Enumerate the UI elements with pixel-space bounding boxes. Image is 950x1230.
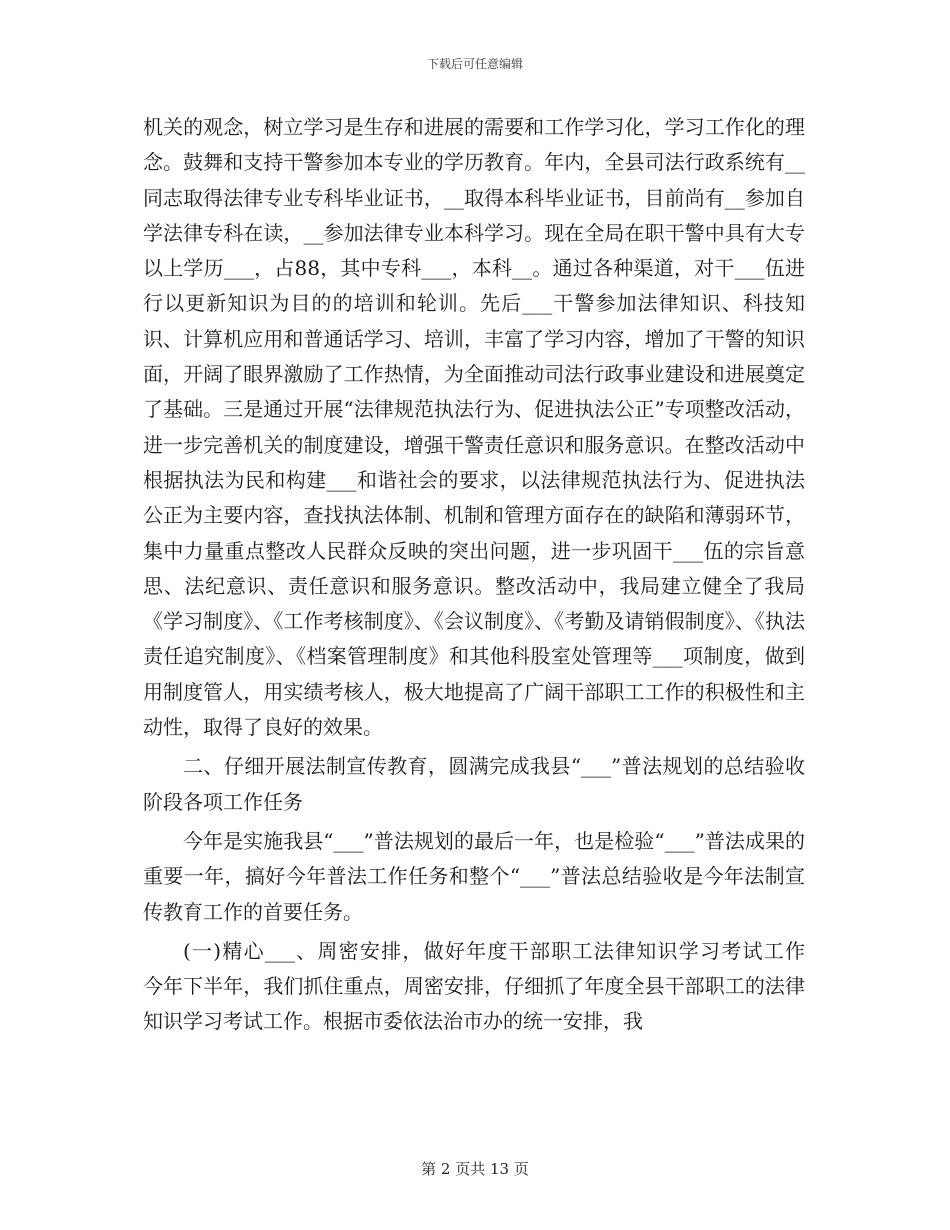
- page-header: 下载后可任意编辑: [426, 57, 523, 71]
- paragraph-4: (一)精心___、周密安排，做好年度干部职工法律知识学习考试工作 今年下半年，我们抓住重点，周密安排，仔细抓了年度全县干部职工的法律知识学习考试工作。根据市委依法治市办的统一安排，我: [143, 938, 825, 1034]
- page-number-footer: 第 2 页共 13 页: [421, 1160, 529, 1178]
- document-body: [143, 110, 825, 1040]
- paragraph-3: 今年是实施我县“___”普法规划的最后一年，也是检验“___”普法成果的重要一年，搞好今年普法工作任务和整个“___”普法总结验收是今年法制宣传教育工作的首要任务。: [143, 828, 805, 924]
- paragraph-2-section-heading: 二、仔细开展法制宣传教育，圆满完成我县“___”普法规划的总结验收阶段各项工作任务: [143, 754, 805, 814]
- paragraph-1: 机关的观念，树立学习是生存和进展的需要和工作学习化，学习工作化的理念。鼓舞和支持干警参加本专业的学历教育。年内，全县司法行政系统有__同志取得法律专业专科毕业证书，__取得本科毕业证书，目前尚有__参加自学法律专科在读，__参加法律专业本科学习。现在全局在职干警中具有大专以上学历___，占88，其中专科___，本科__。通过各种渠道，对干___伍进行以更新知识为目的的培训和轮训。先后___干警参加法律知识、科技知识、计算机应用和普通话学习、培训，丰富了学习内容，增加了干警的知识面，开阔了眼界激励了工作热情，为全面推动司法行政事业建设和进展奠定了基础。三是通过开展“法律规范执法行为、促进执法公正”专项整改活动，进一步完善机关的制度建设，增强干警责任意识和服务意识。在整改活动中根据执法为民和构建___和谐社会的要求，以法律规范执法行为、促进执法公正为主要内容，查找执法体制、机制和管理方面存在的缺陷和薄弱环节，集中力量重点整改人民群众反映的突出问题，进一步巩固干___伍的宗旨意思、法纪意识、责任意识和服务意识。整改活动中，我局建立健全了我局《学习制度》、《工作考核制度》、《会议制度》、《考勤及请销假制度》、《执法责任追究制度》、《档案管理制度》和其他科股室处管理等___项制度，做到用制度管人，用实绩考核人，极大地提高了广阔干部职工工作的积极性和主动性，取得了良好的效果。: [143, 115, 805, 740]
